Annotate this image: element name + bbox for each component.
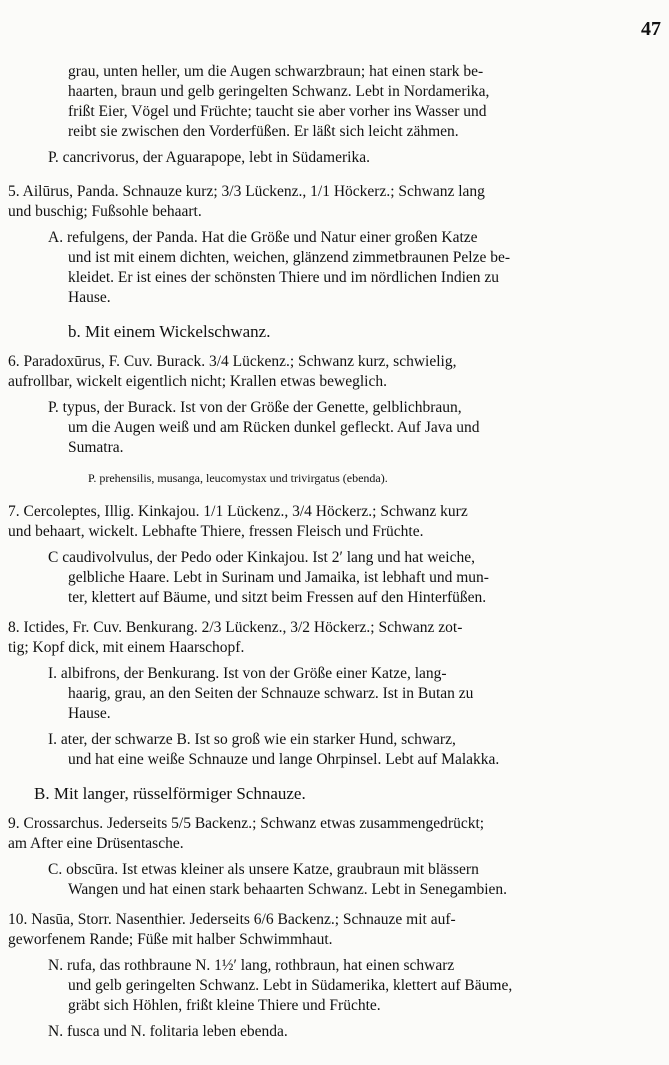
section-heading: B. Mit langer, rüsselförmiger Schnauze. xyxy=(34,784,306,803)
text-line: 9. Crossarchus. Jederseits 5/5 Backenz.; Schwanz etwas zusammengedrückt; xyxy=(8,815,485,832)
text-line: gelbliche Haare. Lebt in Surinam und Jamaika, ist lebhaft und mun- xyxy=(68,569,489,586)
text-line: aufrollbar, wickelt eigentlich nicht; Krallen etwas beweglich. xyxy=(8,373,387,390)
text-line: geworfenem Rande; Füße mit halber Schwimmhaut. xyxy=(8,931,333,948)
text-line: Sumatra. xyxy=(68,439,124,456)
text-line: grau, unten heller, um die Augen schwarzbraun; hat einen stark be- xyxy=(68,63,484,80)
text-line: und hat eine weiße Schnauze und lange Ohrpinsel. Lebt auf Malakka. xyxy=(68,751,500,768)
section-heading: b. Mit einem Wickelschwanz. xyxy=(68,322,271,341)
text-line: am After eine Drüsentasche. xyxy=(8,835,184,852)
text-line: N. rufa, das rothbraune N. 1½′ lang, rothbraun, hat einen schwarz xyxy=(48,957,455,974)
text-line: gräbt sich Höhlen, frißt kleine Thiere und Früchte. xyxy=(68,997,381,1014)
text-line: Hause. xyxy=(68,705,111,722)
text-line: N. fusca und N. folitaria leben ebenda. xyxy=(48,1023,288,1040)
text-line: 5. Ailūrus, Panda. Schnauze kurz; 3/3 Lückenz., 1/1 Höckerz.; Schwanz lang xyxy=(8,183,485,200)
text-line: frißt Eier, Vögel und Früchte; taucht sie aber vorher ins Wasser und xyxy=(68,103,487,120)
text-line: und gelb geringelten Schwanz. Lebt in Südamerika, klettert auf Bäume, xyxy=(68,977,513,994)
text-line: haarten, braun und gelb geringelten Schwanz. Lebt in Nordamerika, xyxy=(68,83,490,100)
text-line: kleidet. Er ist eines der schönsten Thiere und im nördlichen Indien zu xyxy=(68,269,500,286)
text-line: Hause. xyxy=(68,289,111,306)
text-line: I. albifrons, der Benkurang. Ist von der Größe einer Katze, lang- xyxy=(48,665,447,682)
text-line: A. refulgens, der Panda. Hat die Größe und Natur einer großen Katze xyxy=(48,229,478,246)
text-line: ter, klettert auf Bäume, und sitzt beim Fressen auf den Hinterfüßen. xyxy=(68,589,487,606)
text-line: C caudivolvulus, der Pedo oder Kinkajou. Ist 2′ lang und hat weiche, xyxy=(48,549,475,566)
text-line: und ist mit einem dichten, weichen, glänzend zimmetbraunen Pelze be- xyxy=(68,249,511,266)
text-line: und buschig; Fußsohle behaart. xyxy=(8,203,202,220)
text-line: 7. Cercoleptes, Illig. Kinkajou. 1/1 Lückenz., 3/4 Höckerz.; Schwanz kurz xyxy=(8,503,468,520)
text-line: 6. Paradoxūrus, F. Cuv. Burack. 3/4 Lückenz.; Schwanz kurz, schwielig, xyxy=(8,353,457,370)
text-line: I. ater, der schwarze B. Ist so groß wie ein starker Hund, schwarz, xyxy=(48,731,456,748)
page-text xyxy=(0,62,669,1042)
text-line: P. typus, der Burack. Ist von der Größe der Genette, gelblichbraun, xyxy=(48,399,462,416)
text-line: Wangen und hat einen stark behaarten Schwanz. Lebt in Senegambien. xyxy=(68,881,508,898)
text-line: und behaart, wickelt. Lebhafte Thiere, fressen Fleisch und Früchte. xyxy=(8,523,424,540)
text-line: haarig, grau, an den Seiten der Schnauze schwarz. Ist in Butan zu xyxy=(68,685,474,702)
text-line: reibt sie zwischen den Vorderfüßen. Er läßt sich leicht zähmen. xyxy=(68,123,459,140)
text-line: um die Augen weiß und am Rücken dunkel gefleckt. Auf Java und xyxy=(68,419,480,436)
text-line: 10. Nasūa, Storr. Nasenthier. Jederseits 6/6 Backenz.; Schnauze mit auf- xyxy=(8,911,456,928)
text-line: P. prehensilis, musanga, leucomystax und trivirgatus (ebenda). xyxy=(88,471,388,485)
text-line: P. cancrivorus, der Aguarapope, lebt in Südamerika. xyxy=(48,149,370,166)
page-number: 47 xyxy=(641,18,661,40)
text-line: 8. Ictides, Fr. Cuv. Benkurang. 2/3 Lückenz., 3/2 Höckerz.; Schwanz zot- xyxy=(8,619,463,636)
text-line: tig; Kopf dick, mit einem Haarschopf. xyxy=(8,639,245,656)
text-line: C. obscūra. Ist etwas kleiner als unsere Katze, graubraun mit blässern xyxy=(48,861,479,878)
